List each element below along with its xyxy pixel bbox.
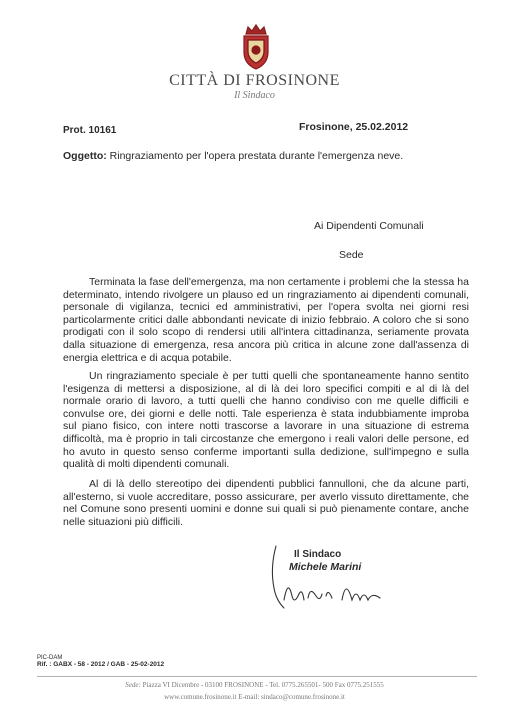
subject-text: Ringraziamento per l'opera prestata durante l'emergenza neve. (106, 150, 404, 162)
protocol-number: Prot. 10161 (63, 125, 117, 136)
body-paragraph-3: Al di là dello stereotipo dei dipendenti pubblici fannulloni, che da alcune parti, all'esterno, si vuole accreditare, posso assicurare, per averlo vissuto direttamente, che nel Comune sono presenti uomini e donne sui quali si può pienamente contare, anche nelle situazioni più difficili. (63, 478, 469, 528)
signature-title: Il Sindaco (294, 549, 342, 560)
city-name: CITTÀ DI FROSINONE (169, 72, 340, 89)
letter-date: Frosinone, 25.02.2012 (299, 121, 409, 133)
subject-line (63, 150, 403, 162)
footer-address-text: Piazza VI Dicembre - 03100 FROSINONE - Tel. 0775.265501- 500 Fax 0775.251555 (140, 681, 384, 689)
footer-contacts: www.comune.frosinone.it E-mail: sindaco@comune.frosinone.it (164, 693, 345, 701)
mayor-subtitle: Il Sindaco (234, 90, 275, 101)
body-paragraph-2: Un ringraziamento speciale è per tutti quelli che spontaneamente hanno sentito l'esigenza di mettersi a disposizione, al di là dei loro specifici compiti e al di là del normale orario di lavoro, a tutti quelli che hanno condiviso con me quelle difficili e convulse ore, dei giorni e delle notti. Tale esperienza è stata indubbiamente improba sul piano fisico, con intere notti trascorse a lavorare in una situazione di estrema difficoltà, ma è proprio in tali circostanze che emergono i reali valori delle persone, ed ho avuto in questo senso conferme importanti sulla dedizione, sull'impegno e sulla qualità di molti dipendenti comunali. (63, 370, 469, 471)
footer-divider (37, 676, 477, 677)
coat-of-arms-icon (238, 22, 274, 72)
footer-address-label: Sede: (125, 681, 141, 689)
recipient-line-2: Sede (339, 249, 364, 261)
recipient-line-1: Ai Dipendenti Comunali (314, 220, 424, 232)
footer-address (0, 681, 509, 689)
signature-name: Michele Marini (289, 561, 362, 573)
subject-label: Oggetto: (63, 150, 107, 162)
reference-number: Rif. : GABX - 58 - 2012 / GAB - 25-02-2012 (37, 661, 165, 668)
body-paragraph-1: Terminata la fase dell'emergenza, ma non certamente i problemi che la stessa ha determinato, intendo rivolgere un plauso ed un ringraziamento ai dipendenti comunali, personale di vigilanza, tecnici ed amministrativi, per l'opera svolta nei giorni resi particolarmente critici dalle abbondanti nevicate di inizio febbraio. A coloro che si sono prodigati con il solo scopo di rendersi utili all'intera cittadinanza, seriamente provata dalla situazione di emergenza, resa ancora più critica in alcune zone dall'assenza di energia elettrica e di acqua potabile. (63, 276, 469, 364)
reference-code: PIC-DAM (37, 655, 63, 661)
